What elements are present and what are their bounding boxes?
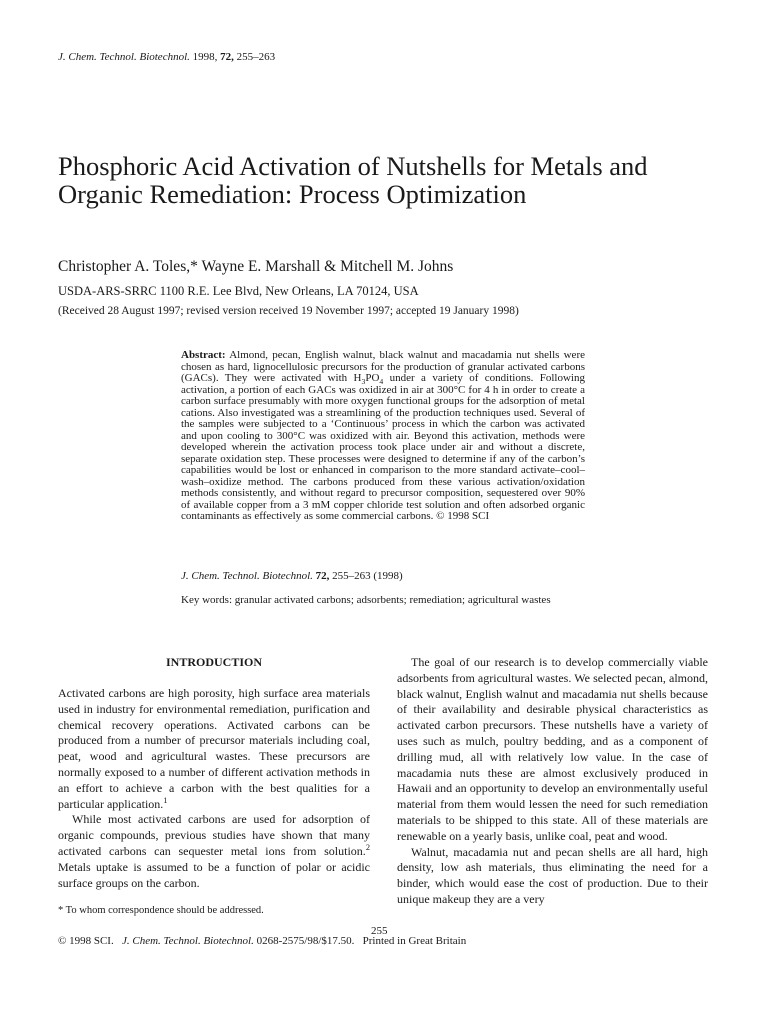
right-paragraph-1: The goal of our research is to develop commercially viable adsorbents from agricultural wastes. We selected pecan, almond, black walnut, English walnut and macadamia nut shells because of their availability and desirable physical characteristics as activated carbon precursors. These nutshells have a variety of uses such as mulch, poultry bedding, and as a component of drilling mud, all with relatively low value. In the case of macadamia nuts these are almost exclusively produced in Hawaii and an opportunity to develop an environmentally useful material from them would lessen the need for such remediation materials to be shipped to this state. All of these materials are renewable on a yearly basis, unlike coal, peat and wood. bbox=[397, 655, 708, 843]
right-column bbox=[397, 655, 708, 908]
intro-p1-text: Activated carbons are high porosity, high surface area materials used in industry for environmental remediation, purification and chemical recovery operations. Activated carbons can be produced from a number of precursor materials including coal, peat, wood and agricultural wastes. These precursors are normally exposed to a number of different activation methods in an effort to achieve a carbon with the best qualities for a particular application. bbox=[58, 686, 370, 811]
journal-year: 1998, bbox=[192, 51, 218, 63]
intro-p2a-text: While most activated carbons are used for adsorption of organic compounds, previous studies have shown that many activated carbons can sequester metal ions from solution. bbox=[58, 812, 370, 858]
running-header bbox=[58, 51, 275, 63]
abstract-text-1: Almond, pecan, English walnut, black walnut and macadamia nut shells were chosen as hard, lignocellulosic precursors for the production of granular activated carbons (GACs). They were activated with H bbox=[181, 349, 585, 384]
reference-2: 2 bbox=[365, 842, 370, 852]
intro-paragraph-1 bbox=[58, 686, 370, 812]
abstract-label: Abstract: bbox=[181, 349, 226, 361]
paper-title: Phosphoric Acid Activation of Nutshells for Metals and Organic Remediation: Process Optimization bbox=[58, 151, 648, 209]
abstract-po: PO bbox=[365, 372, 380, 384]
keywords: Key words: granular activated carbons; adsorbents; remediation; agricultural wastes bbox=[181, 594, 551, 606]
author-list: Christopher A. Toles,* Wayne E. Marshall & Mitchell M. Johns bbox=[58, 258, 454, 275]
footer-issn: 0268-2575/98/$17.50. bbox=[256, 935, 355, 947]
introduction-heading: INTRODUCTION bbox=[165, 655, 262, 669]
right-paragraph-2: Walnut, macadamia nut and pecan shells are all hard, high density, low ash materials, thus eliminating the need for a binder, which would ease the cost of production. Due to their unique makeup they are a very bbox=[397, 844, 708, 906]
intro-p2b-text: Metals uptake is assumed to be a function of polar or acidic surface groups on the carbon. bbox=[58, 859, 370, 890]
footer-copyright: © 1998 SCI. bbox=[58, 935, 114, 947]
footnote: * To whom correspondence should be addressed. bbox=[58, 905, 264, 916]
intro-paragraph-2 bbox=[58, 812, 370, 891]
received-dates: (Received 28 August 1997; revised version received 19 November 1997; accepted 19 January 1998) bbox=[58, 305, 519, 317]
citation-rest: 255–263 (1998) bbox=[332, 570, 403, 582]
page-footer bbox=[58, 935, 466, 947]
abstract-text-2: under a variety of conditions. Following activation, a portion of each GACs was oxidized in air at 300°C for 4 h in order to create a carbon surface presumably with more oxygen functional groups for the adsorption of metal cations. Also investigated was a streamlining of the production techniques used. Several of the samples were subjected to a ‘Continuous’ process in which the carbon was activated and upon cooling to 300°C was oxidized with air. Beyond this activation, methods were developed wherein the activation process took place under air and without a discrete, separate oxidation step. These processes were designed to determine if any of the carbon’s capabilities would be lost or enhanced in comparison to the more standard activate–cool–wash–oxidize method. The carbons produced from these various activation/oxidation methods consistently, and without regard to precursor composition, sequestered over 90% of available copper from a 3 mM copper chloride test solution and often adsorbed organic contaminants as effectively as some commercial carbons. © 1998 SCI bbox=[181, 372, 585, 522]
page-number: 255 bbox=[371, 925, 388, 937]
abstract bbox=[181, 350, 585, 523]
journal-volume: 72, bbox=[220, 51, 234, 63]
footer-journal: J. Chem. Technol. Biotechnol. bbox=[121, 935, 254, 947]
left-column bbox=[58, 686, 370, 891]
journal-pages: 255–263 bbox=[236, 51, 276, 63]
subscript-3: 3 bbox=[361, 377, 366, 387]
journal-name: J. Chem. Technol. Biotechnol. bbox=[58, 51, 190, 63]
subscript-4: 4 bbox=[379, 377, 384, 387]
citation-volume: 72, bbox=[315, 570, 330, 582]
reference-1: 1 bbox=[163, 795, 168, 805]
affiliation: USDA-ARS-SRRC 1100 R.E. Lee Blvd, New Orleans, LA 70124, USA bbox=[58, 284, 419, 298]
footer-printed: Printed in Great Britain bbox=[362, 935, 467, 947]
citation-journal: J. Chem. Technol. Biotechnol. bbox=[181, 570, 313, 582]
citation-line bbox=[181, 570, 403, 582]
